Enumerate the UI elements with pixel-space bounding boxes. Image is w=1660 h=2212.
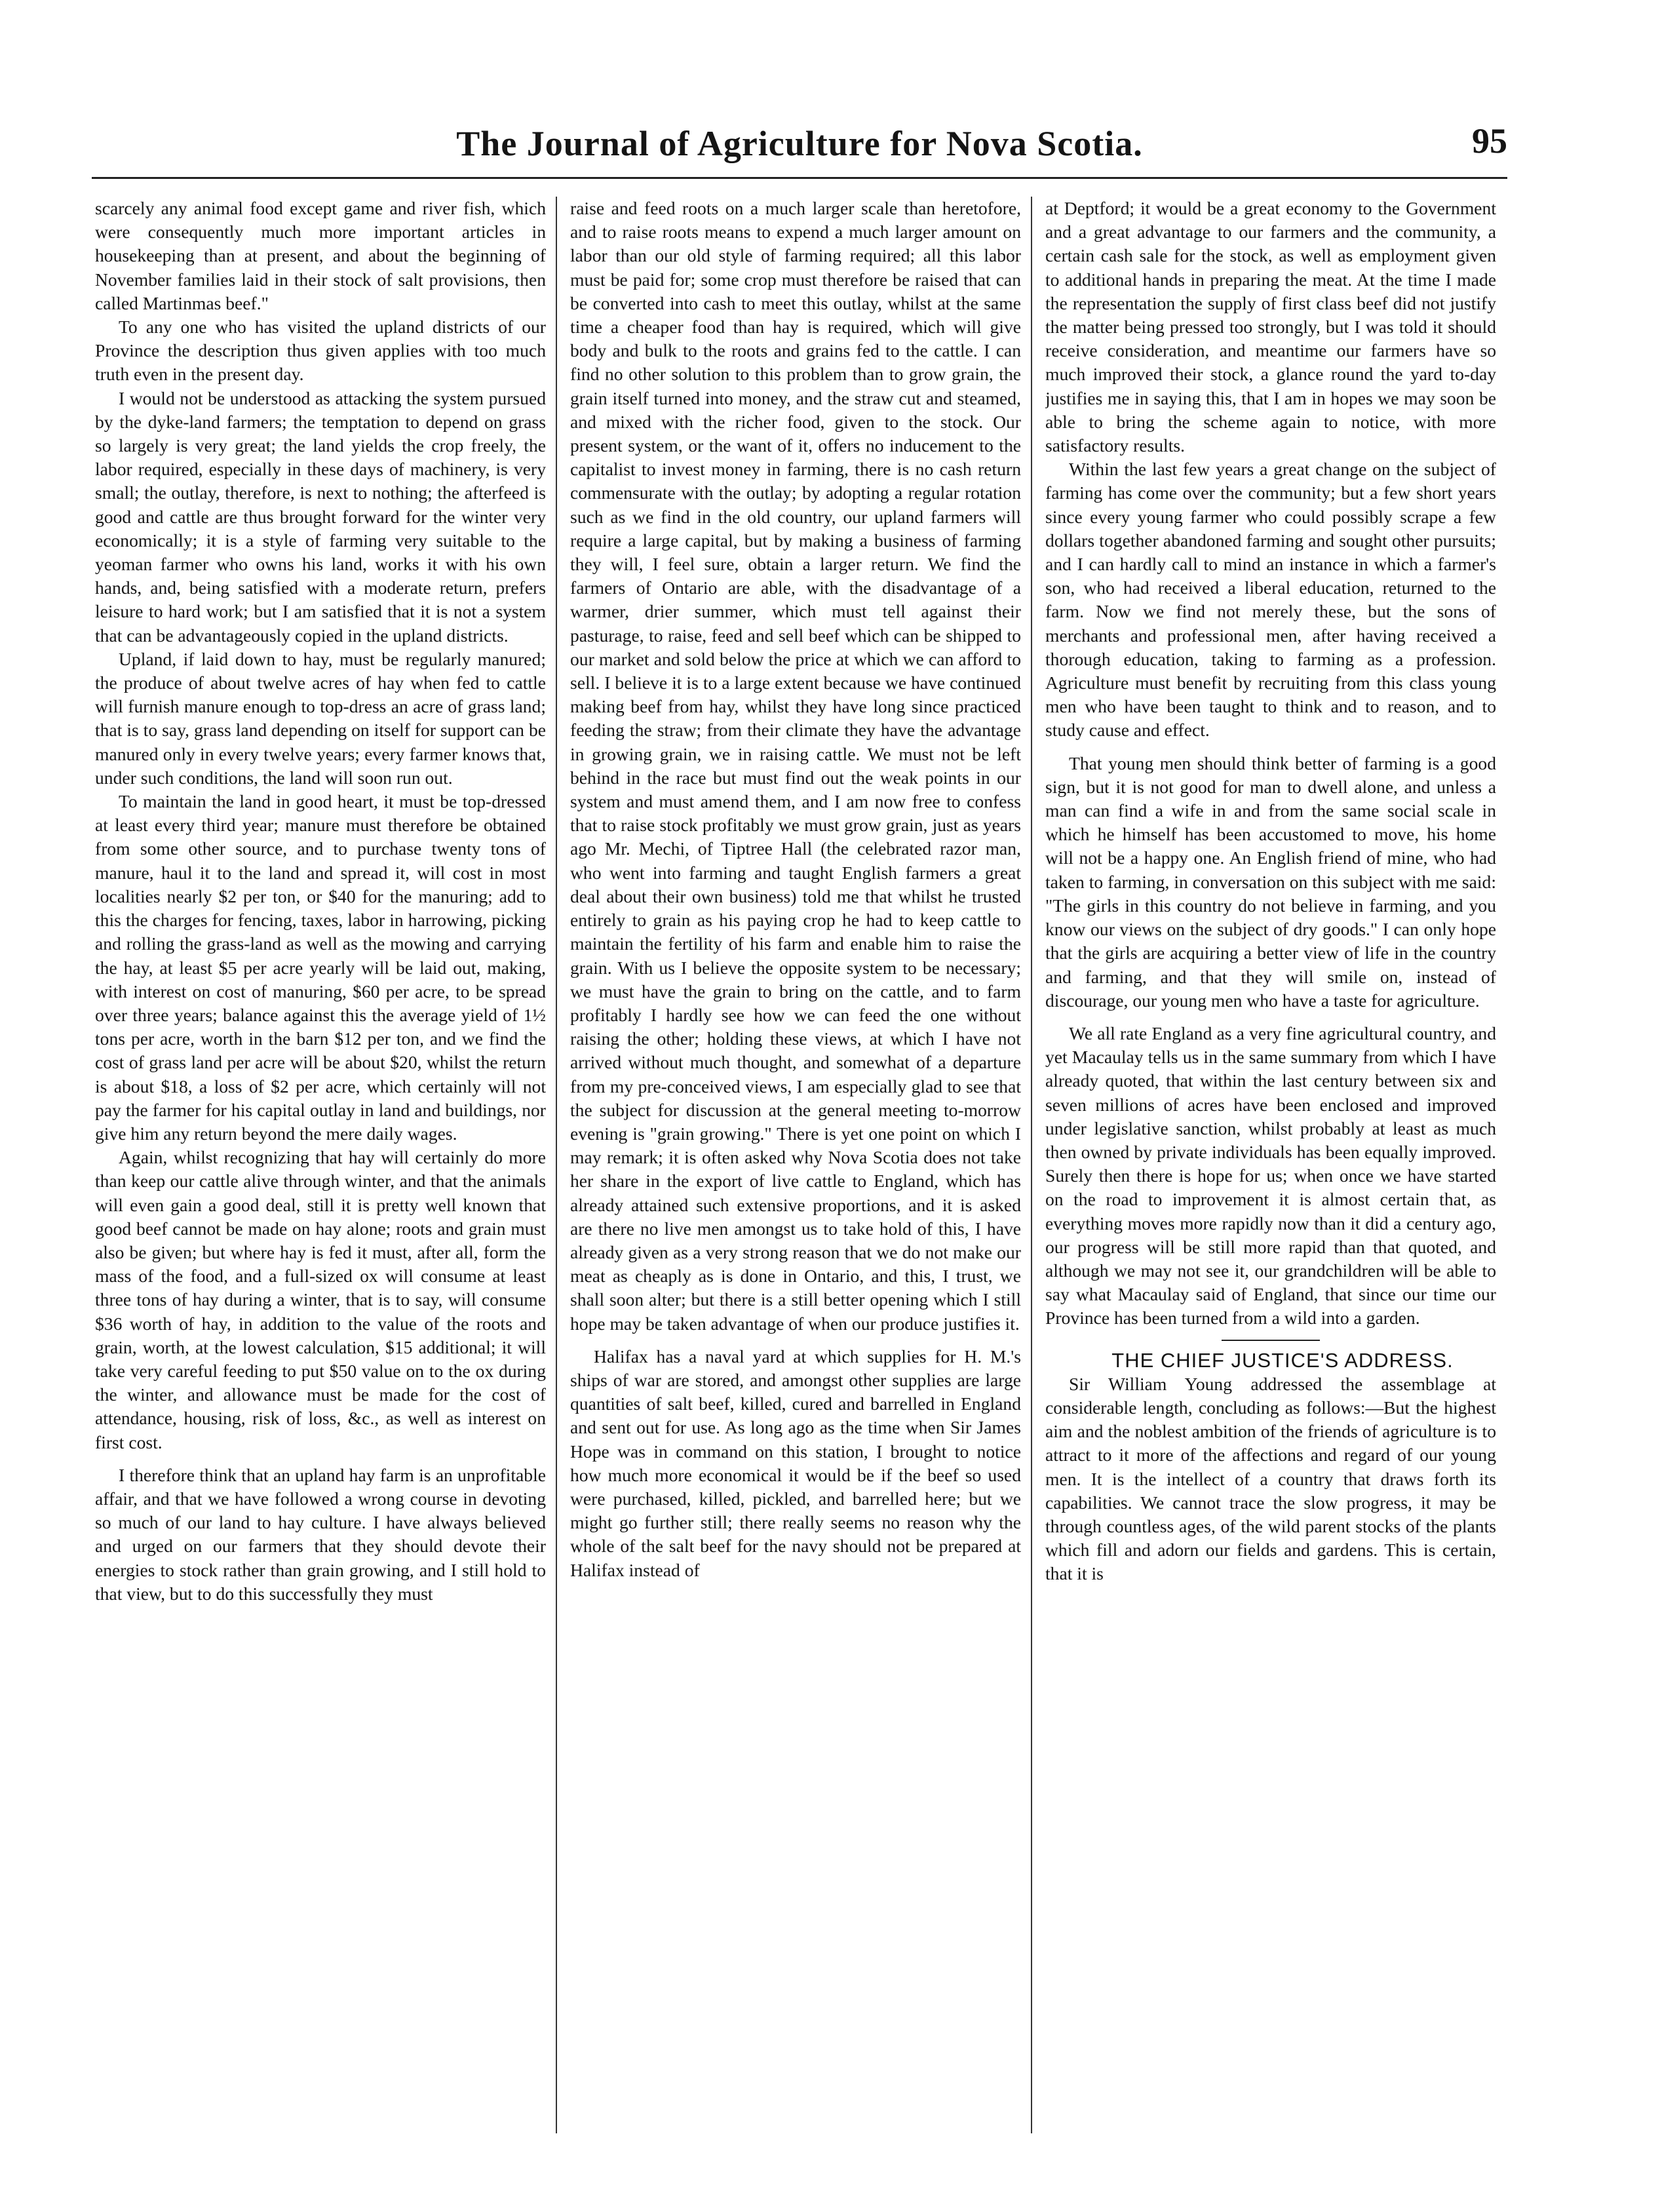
paragraph: at Deptford; it would be a great economy to the Government and a great advantage to our farmers and the community, a certain cash sale for the stock, as well as employment given to additional hands in preparing the meat. At the time I made the representation the supply of first class beef did not justify the matter being pressed too strongly, but I was told it should receive consideration, and meantime our farmers have so much improved their stock, a glance round the yard to-day justifies me in saying this, that I am in hopes we may soon be able to bring the scheme again to notice, with more satisfactory results. xyxy=(1045,198,1496,456)
running-header xyxy=(92,118,1507,179)
paragraph: I would not be understood as attacking the system pursued by the dyke-land farmers; the temptation to depend on grass so largely is very great; the land yields the crop freely, the labor required, especially in these days of machinery, is very small; the outlay, therefore, is next to nothing; the afterfeed is good and cattle are thus brought forward for the winter very economically; it is a style of farming very suitable to the yeoman farmer who owns his land, works it with his own hands, and, being satisfied with a moderate return, prefers leisure to hard work; but I am satisfied that it is not a system that can be advantageously copied in the upland districts. xyxy=(95,387,546,646)
paragraph: Again, whilst recognizing that hay will certainly do more than keep our cattle alive through winter, and that the animals will even gain a good deal, still it is pretty well known that good beef cannot be made on hay alone; roots and grain must also be given; but where hay is fed it must, after all, form the mass of the food, and a full-sized ox will consume at least three tons of hay during a winter, that is to say, will consume $36 worth of hay, in addition to the value of the roots and grain, worth, at the lowest calculation, $15 additional; it will take very careful feeding to put $50 value on to the ox during the winter, and allowance must be made for the cost of attendance, housing, risk of loss, &c., as well as interest on first cost. xyxy=(95,1147,546,1452)
column-rule xyxy=(1031,197,1032,2133)
page-number: 95 xyxy=(1472,121,1507,161)
journal-title: The Journal of Agriculture for Nova Scotia. xyxy=(456,124,1143,163)
paragraph: scarcely any animal food except game and river fish, which were consequently much more important articles in housekeeping than at present, and about the beginning of November families laid in their stock of salt provisions, then called Martinmas beef." xyxy=(95,198,546,313)
text-column-1 xyxy=(95,197,546,2143)
paragraph: Sir William Young addressed the assemblage at considerable length, concluding as follows:—But the highest aim and the noblest ambition of the friends of agriculture is to attract to it more of the affections and regard of our young men. It is the intellect of a country that draws forth its capabilities. We cannot trace the slow progress, it may be through countless ages, of the wild parent stocks of the plants which fill and adorn our fields and gardens. This is certain, that it is xyxy=(1045,1373,1496,1584)
paragraph: Upland, if laid down to hay, must be regularly manured; the produce of about twelve acres of hay when fed to cattle will furnish manure enough to top-dress an acre of grass land; that is to say, grass land depending on itself for support can be manured only in every twelve years; every farmer knows that, under such conditions, the land will soon run out. xyxy=(95,648,546,788)
text-column-3 xyxy=(1045,197,1496,2143)
section-divider xyxy=(1222,1340,1320,1341)
paragraph: To any one who has visited the upland districts of our Province the description thus given applies with too much truth even in the present day. xyxy=(95,317,546,385)
text-column-2 xyxy=(570,197,1021,2143)
paragraph: Within the last few years a great change on the subject of farming has come over the community; but a few short years since every young farmer who could possibly scrape a few dollars together abandoned farming and sought other pursuits; and I can hardly call to mind an instance in which a farmer's son, who had received a liberal education, returned to the farm. Now we find not merely these, but the sons of merchants and professional men, after having received a thorough education, taking to farming as a profession. Agriculture must benefit by recruiting from this class young men who have been taught to think and to reason, and to study cause and effect. xyxy=(1045,459,1496,741)
paragraph: raise and feed roots on a much larger scale than heretofore, and to raise roots means to expend a much larger amount on labor than our old style of farming required; all this labor must be paid for; some crop must therefore be raised that can be converted into cash to meet this outlay, whilst at the same time a cheaper food than hay is required, which will give body and bulk to the roots and grains fed to the cattle. I can find no other solution to this problem than to grow grain, the grain itself turned into money, and the straw cut and steamed, and mixed with the richer food, given to the stock. Our present system, or the want of it, offers no inducement to the capitalist to invest money in farming, there is no cash return commensurate with the outlay; by adopting a regular rotation such as we find in the old country, our upland farmers will require a large capital, but by making a business of farming they will, I feel sure, obtain a larger return. We find the farmers of Ontario are able, with the disadvantage of a warmer, drier summer, which must tell against their pasturage, to raise, feed and sell beef which can be shipped to our market and sold below the price at which we can afford to sell. I believe it is to a large extent because we have continued making beef from hay, whilst they have long since practiced feeding the straw; from their climate they have the advantage in growing grain, we in raising cattle. We must not be left behind in the race but must find out the weak points in our system and must amend them, and I am now free to confess that to raise stock profitably we must grow grain, just as years ago Mr. Mechi, of Tiptree Hall (the celebrated razor man, who went into farming and taught English farmers a great deal about their own business) told me that whilst he trusted entirely to grain as his paying crop he had to keep cattle to maintain the fertility of his farm and enable him to raise the grain. With us I believe the opposite system to be necessary; we must have the grain to bring on the cattle, and to farm profitably I hardly see how we can feed the one without raising the other; holding these views, at which I have not arrived without much thought, and somewhat of a departure from my pre-conceived views, I am especially glad to see that the subject for discussion at the general meeting to-morrow evening is "grain growing." There is yet one point on which I may remark; it is often asked why Nova Scotia does not take her share in the export of live cattle to England, which has already attained such extensive proportions, and it is asked are there no live men amongst us to take hold of this, I have already given as a very strong reason that we do not make our meat as cheaply as is done in Ontario, and this, I trust, we shall soon alter; but there is a still better opening which I still hope may be taken advantage of when our produce justifies it. xyxy=(570,198,1021,1334)
paragraph: I therefore think that an upland hay farm is an unprofitable affair, and that we have followed a wrong course in devoting so much of our land to hay culture. I have always believed and urged on our farmers that they should devote their energies to stock rather than grain growing, and I still hold to that view, but to do this successfully they must xyxy=(95,1464,546,1604)
section-heading: THE CHIEF JUSTICE'S ADDRESS. xyxy=(1111,1348,1454,1372)
paragraph: That young men should think better of farming is a good sign, but it is not good for man to dwell alone, and unless a man can find a wife in and from the same social scale in which he himself has been accustomed to move, his home will not be a happy one. An English friend of mine, who had taken to farming, in conversation on this subject with me said: "The girls in this country do not believe in farming, and you know our views on the subject of dry goods." I can only hope that the girls are acquiring a better view of life in the country and farming, and that they will smile on, instead of discourage, our young men who have a taste for agriculture. xyxy=(1045,752,1496,1011)
paragraph: Halifax has a naval yard at which supplies for H. M.'s ships of war are stored, and amongst other supplies are large quantities of salt beef, killed, cured and barrelled in England and sent out for use. As long ago as the time when Sir James Hope was in command on this station, I brought to notice how much more economical it would be if the beef so used were purchased, killed, pickled, and barrelled here; but we might go further still; there really seems no reason why the whole of the salt beef for the navy should not be prepared at Halifax instead of xyxy=(570,1346,1021,1580)
paragraph: To maintain the land in good heart, it must be top-dressed at least every third year; manure must therefore be obtained from some other source, and to purchase twenty tons of manure, haul it to the land and spread it, will cost in most localities nearly $2 per ton, or $40 for the manuring; add to this the charges for fencing, taxes, labor in harrowing, picking and rolling the grass-land as well as the mowing and carrying the hay, at least $5 per acre yearly will be laid out, making, with interest on cost of manuring, $60 per acre, to be spread over three years; balance against this the average yield of 1½ tons per acre, worth in the barn $12 per ton, and we find the cost of grass land per acre will be about $20, whilst the return is about $18, a loss of $2 per acre, which certainly will not pay the farmer for his capital outlay in land and buildings, nor give him any return beyond the mere daily wages. xyxy=(95,791,546,1144)
paragraph: We all rate England as a very fine agricultural country, and yet Macaulay tells us in the same summary from which I have already quoted, that within the last century between six and seven millions of acres have been enclosed and improved under legislative sanction, whilst probably at least as much then owned by private individuals has been equally improved. Surely then there is hope for us; when once we have started on the road to improvement it is almost certain that, as everything moves more rapidly now than it did a century ago, our progress will be still more rapid than that quoted, and although we may not see it, our grandchildren will be able to say what Macaulay said of England, that since our time our Province has been turned from a wild into a garden. xyxy=(1045,1022,1496,1329)
column-rule xyxy=(556,197,557,2133)
